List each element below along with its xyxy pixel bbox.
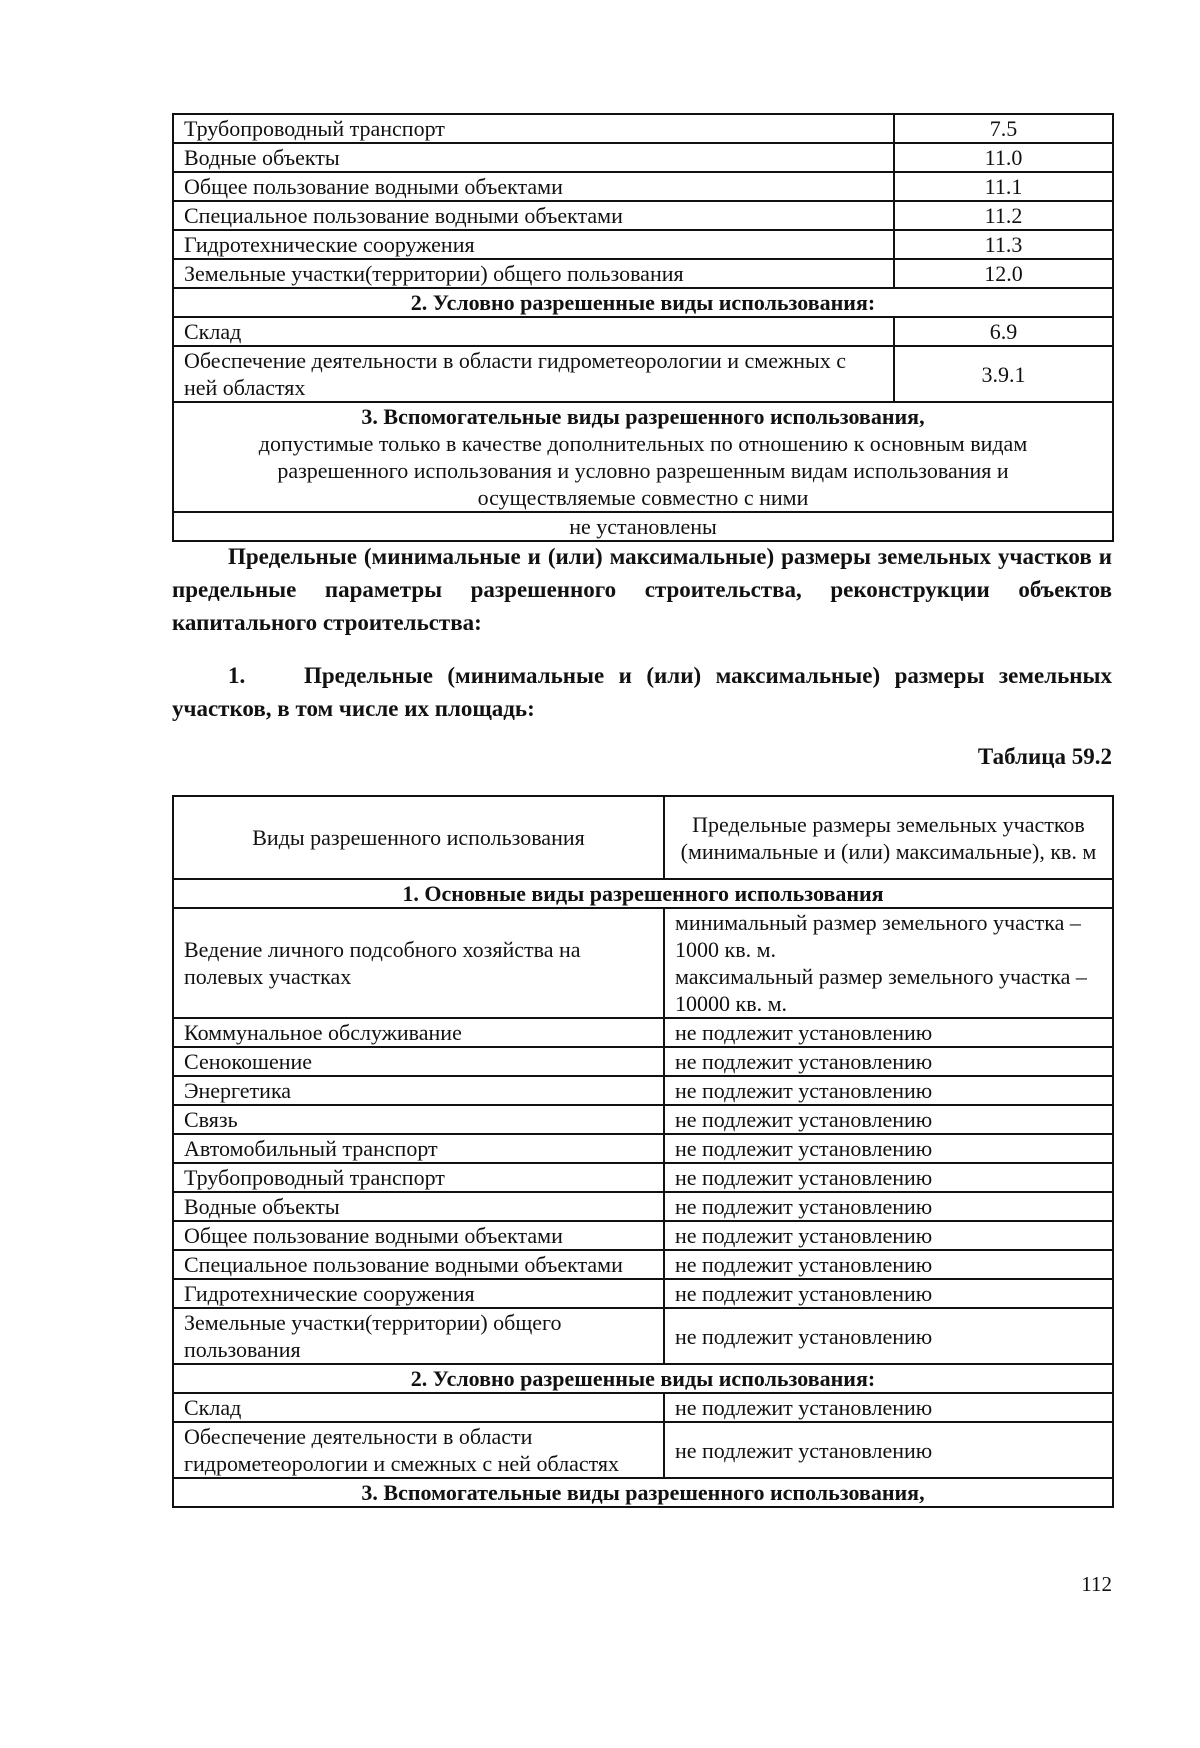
table-row <box>173 1047 1113 1076</box>
numbered-paragraph <box>172 659 1112 725</box>
table-row <box>173 201 1113 230</box>
use-code: 11.1 <box>894 172 1113 201</box>
section-heading: 2. Условно разрешенные виды использования: <box>173 1364 1113 1393</box>
column-header: Предельные размеры земельных участков (минимальные и (или) максимальные), кв. м <box>664 796 1113 879</box>
table-row <box>173 1018 1113 1047</box>
section-heading-row <box>173 879 1113 908</box>
use-name: Общее пользование водными объектами <box>173 172 894 201</box>
table-row <box>173 1076 1113 1105</box>
use-name: Земельные участки(территории) общего пользования <box>173 1308 664 1364</box>
size-limit: не подлежит установлению <box>664 1105 1113 1134</box>
use-code: 11.3 <box>894 230 1113 259</box>
size-limit-max: максимальный размер земельного участка – 10000 кв. м. <box>675 964 1087 1016</box>
use-name: Гидротехнические сооружения <box>173 230 894 259</box>
plot-size-limits-table <box>172 795 1114 1508</box>
size-limit: не подлежит установлению <box>664 1279 1113 1308</box>
use-name: Ведение личного подсобного хозяйства на полевых участках <box>173 908 664 1018</box>
table-row <box>173 259 1113 288</box>
table-row <box>173 1393 1113 1422</box>
use-name: Трубопроводный транспорт <box>173 114 894 143</box>
section-heading: 1. Основные виды разрешенного использования <box>173 879 1113 908</box>
section-heading-note: разрешенного использования и условно разрешенным видам использования и <box>277 458 1009 483</box>
not-set-value: не установлены <box>173 512 1113 541</box>
use-name: Гидротехнические сооружения <box>173 1279 664 1308</box>
table-row <box>173 346 1113 402</box>
table-row <box>173 230 1113 259</box>
table-row <box>173 1250 1113 1279</box>
page-number: 112 <box>1081 1572 1112 1596</box>
size-limit: не подлежит установлению <box>664 1393 1113 1422</box>
table-row <box>173 114 1113 143</box>
use-name: Специальное пользование водными объектами <box>173 201 894 230</box>
table-row <box>173 1163 1113 1192</box>
section-heading-row <box>173 402 1113 512</box>
size-limit: не подлежит установлению <box>664 1308 1113 1364</box>
table-row <box>173 143 1113 172</box>
section-heading-row <box>173 1364 1113 1393</box>
use-code: 3.9.1 <box>894 346 1113 402</box>
section-heading-row <box>173 288 1113 317</box>
use-name: Общее пользование водными объектами <box>173 1221 664 1250</box>
section-heading: 2. Условно разрешенные виды использования: <box>173 288 1113 317</box>
limits-paragraph: Предельные (минимальные и (или) максимальные) размеры земельных участков и предельные параметры разрешенного строительства, реконструкции объектов капитального строительства: <box>172 544 1112 635</box>
size-limit: не подлежит установлению <box>664 1422 1113 1478</box>
size-limit: не подлежит установлению <box>664 1250 1113 1279</box>
use-name: Автомобильный транспорт <box>173 1134 664 1163</box>
section-heading-title: 3. Вспомогательные виды разрешенного использования, <box>361 404 925 429</box>
use-name: Специальное пользование водными объектами <box>173 1250 664 1279</box>
use-name: Водные объекты <box>173 1192 664 1221</box>
use-code: 6.9 <box>894 317 1113 346</box>
section-heading-row <box>173 1478 1113 1507</box>
size-limit: не подлежит установлению <box>664 1163 1113 1192</box>
section-heading <box>173 402 1113 512</box>
use-name: Трубопроводный транспорт <box>173 1163 664 1192</box>
use-name: Земельные участки(территории) общего пользования <box>173 259 894 288</box>
size-limit: не подлежит установлению <box>664 1192 1113 1221</box>
section-heading-note: допустимые только в качестве дополнительных по отношению к основным видам <box>258 431 1028 456</box>
section-heading-note: осуществляемые совместно с ними <box>477 485 809 510</box>
use-code: 7.5 <box>894 114 1113 143</box>
size-limit: не подлежит установлению <box>664 1134 1113 1163</box>
size-limit <box>664 908 1113 1018</box>
column-header: Виды разрешенного использования <box>173 796 664 879</box>
size-limit: не подлежит установлению <box>664 1076 1113 1105</box>
permitted-use-codes-table <box>172 113 1114 542</box>
table-row <box>173 1134 1113 1163</box>
table-row <box>173 172 1113 201</box>
table-row <box>173 908 1113 1018</box>
table-caption: Таблица 59.2 <box>977 744 1112 769</box>
table-row <box>173 1422 1113 1478</box>
use-code: 11.2 <box>894 201 1113 230</box>
paragraph-text: Предельные (минимальные и (или) максимальные) размеры земельных участков, в том числе их площадь: <box>172 663 1112 721</box>
use-code: 11.0 <box>894 143 1113 172</box>
use-name: Обеспечение деятельности в области гидрометеорологии и смежных с ней областях <box>173 1422 664 1478</box>
table-row <box>173 1221 1113 1250</box>
use-name: Энергетика <box>173 1076 664 1105</box>
table-row <box>173 1279 1113 1308</box>
size-limit-min: минимальный размер земельного участка – 1000 кв. м. <box>675 910 1081 962</box>
size-limit: не подлежит установлению <box>664 1047 1113 1076</box>
use-name: Коммунальное обслуживание <box>173 1018 664 1047</box>
table-row <box>173 1105 1113 1134</box>
size-limit: не подлежит установлению <box>664 1221 1113 1250</box>
size-limit: не подлежит установлению <box>664 1018 1113 1047</box>
use-name: Склад <box>173 1393 664 1422</box>
table-header-row <box>173 796 1113 879</box>
paragraph-number: 1. <box>228 663 246 688</box>
use-code: 12.0 <box>894 259 1113 288</box>
table-row <box>173 317 1113 346</box>
use-name: Обеспечение деятельности в области гидрометеорологии и смежных с ней областях <box>173 346 894 402</box>
table-row <box>173 1192 1113 1221</box>
table-row <box>173 512 1113 541</box>
use-name: Сенокошение <box>173 1047 664 1076</box>
table-row <box>173 1308 1113 1364</box>
use-name: Связь <box>173 1105 664 1134</box>
use-name: Склад <box>173 317 894 346</box>
use-name: Водные объекты <box>173 143 894 172</box>
section-heading: 3. Вспомогательные виды разрешенного использования, <box>173 1478 1113 1507</box>
